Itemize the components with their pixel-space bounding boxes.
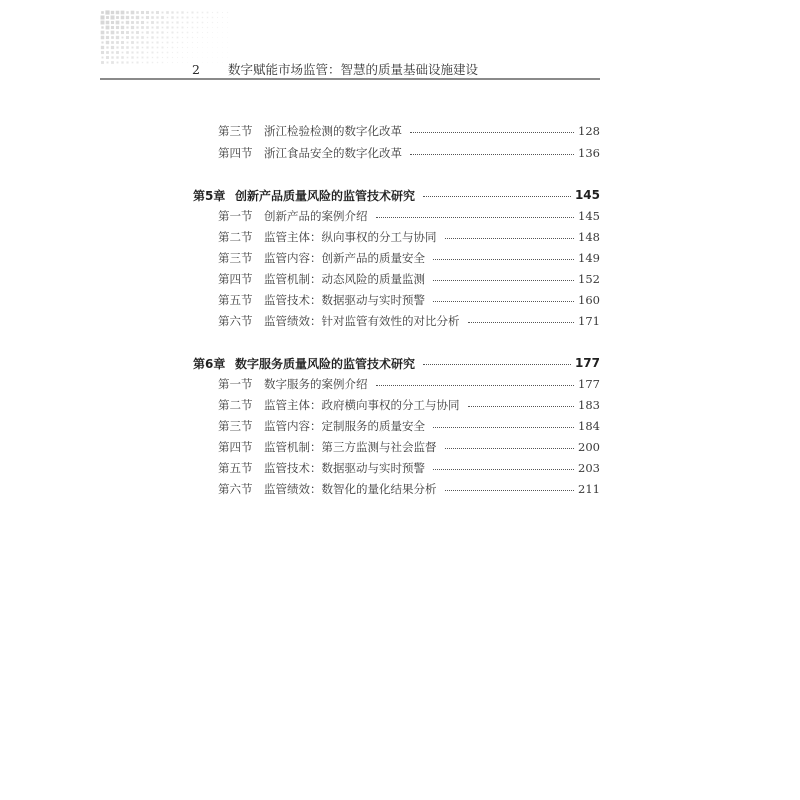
section-number: 第一节 [218, 377, 253, 391]
section-number: 第四节 [218, 146, 253, 160]
decorative-halftone-pattern [100, 10, 230, 65]
toc-section-row[interactable] [218, 374, 600, 394]
section-title: 监管绩效：数智化的量化结果分析 [264, 482, 437, 496]
dot-leader [433, 427, 574, 428]
toc-section-row[interactable] [218, 121, 600, 141]
section-title: 监管内容：创新产品的质量安全 [264, 251, 425, 265]
dot-leader [410, 154, 574, 155]
section-number: 第三节 [218, 251, 253, 265]
chapter-title: 数字服务质量风险的监管技术研究 [235, 356, 416, 371]
dot-leader [445, 448, 575, 449]
section-page: 200 [578, 440, 600, 454]
section-page: 145 [578, 209, 600, 223]
chapter-page: 145 [574, 188, 600, 202]
section-title: 监管主体：纵向事权的分工与协同 [264, 230, 437, 244]
section-title: 监管机制：动态风险的质量监测 [264, 272, 425, 286]
section-title: 监管技术：数据驱动与实时预警 [264, 461, 425, 475]
section-number: 第四节 [218, 440, 253, 454]
chapter-page: 177 [574, 356, 600, 370]
dot-leader [423, 196, 571, 197]
toc-section-row[interactable] [218, 269, 600, 289]
dot-leader [376, 217, 575, 218]
dot-leader [433, 280, 574, 281]
section-number: 第二节 [218, 230, 253, 244]
section-number: 第三节 [218, 419, 253, 433]
section-title: 监管机制：第三方监测与社会监督 [264, 440, 437, 454]
dot-leader [376, 385, 575, 386]
toc-section-row[interactable] [218, 311, 600, 331]
chapter-number: 第5章 [193, 188, 226, 203]
dot-leader [433, 469, 574, 470]
section-page: 136 [578, 146, 600, 160]
section-number: 第一节 [218, 209, 253, 223]
toc-section-row[interactable] [218, 290, 600, 310]
dot-leader [433, 259, 574, 260]
section-title: 浙江检验检测的数字化改革 [264, 124, 402, 138]
section-title: 监管绩效：针对监管有效性的对比分析 [264, 314, 460, 328]
section-page: 203 [578, 461, 600, 475]
header-rule [100, 78, 600, 80]
section-number: 第五节 [218, 293, 253, 307]
dot-leader [468, 322, 575, 323]
page-number: 2 [192, 61, 200, 77]
section-page: 211 [578, 482, 600, 496]
dot-leader [423, 364, 571, 365]
dot-leader [433, 301, 574, 302]
section-title: 监管内容：定制服务的质量安全 [264, 419, 425, 433]
toc-section-row[interactable] [218, 143, 600, 163]
section-title: 数字服务的案例介绍 [264, 377, 368, 391]
dot-leader [468, 406, 575, 407]
section-number: 第四节 [218, 272, 253, 286]
chapter-title: 创新产品质量风险的监管技术研究 [235, 188, 416, 203]
toc-chapter-row[interactable] [193, 185, 600, 205]
section-title: 监管技术：数据驱动与实时预警 [264, 293, 425, 307]
section-page: 149 [578, 251, 600, 265]
section-title: 创新产品的案例介绍 [264, 209, 368, 223]
toc-chapter-row[interactable] [193, 353, 600, 373]
dot-leader [445, 238, 575, 239]
book-title: 数字赋能市场监管：智慧的质量基础设施建设 [228, 62, 479, 77]
section-title: 监管主体：政府横向事权的分工与协同 [264, 398, 460, 412]
toc-section-row[interactable] [218, 416, 600, 436]
section-page: 128 [578, 124, 600, 138]
toc-section-row[interactable] [218, 227, 600, 247]
toc-section-row[interactable] [218, 248, 600, 268]
section-page: 152 [578, 272, 600, 286]
toc-section-row[interactable] [218, 437, 600, 457]
section-number: 第三节 [218, 124, 253, 138]
toc-section-row[interactable] [218, 206, 600, 226]
running-header [192, 58, 612, 80]
toc-section-row[interactable] [218, 479, 600, 499]
section-page: 171 [578, 314, 600, 328]
section-number: 第六节 [218, 314, 253, 328]
section-page: 160 [578, 293, 600, 307]
section-page: 148 [578, 230, 600, 244]
section-page: 177 [578, 377, 600, 391]
chapter-number: 第6章 [193, 356, 226, 371]
dot-leader [410, 132, 574, 133]
toc-section-row[interactable] [218, 458, 600, 478]
toc-section-row[interactable] [218, 395, 600, 415]
section-title: 浙江食品安全的数字化改革 [264, 146, 402, 160]
section-number: 第二节 [218, 398, 253, 412]
section-number: 第五节 [218, 461, 253, 475]
section-page: 184 [578, 419, 600, 433]
section-number: 第六节 [218, 482, 253, 496]
dot-leader [445, 490, 575, 491]
section-page: 183 [578, 398, 600, 412]
